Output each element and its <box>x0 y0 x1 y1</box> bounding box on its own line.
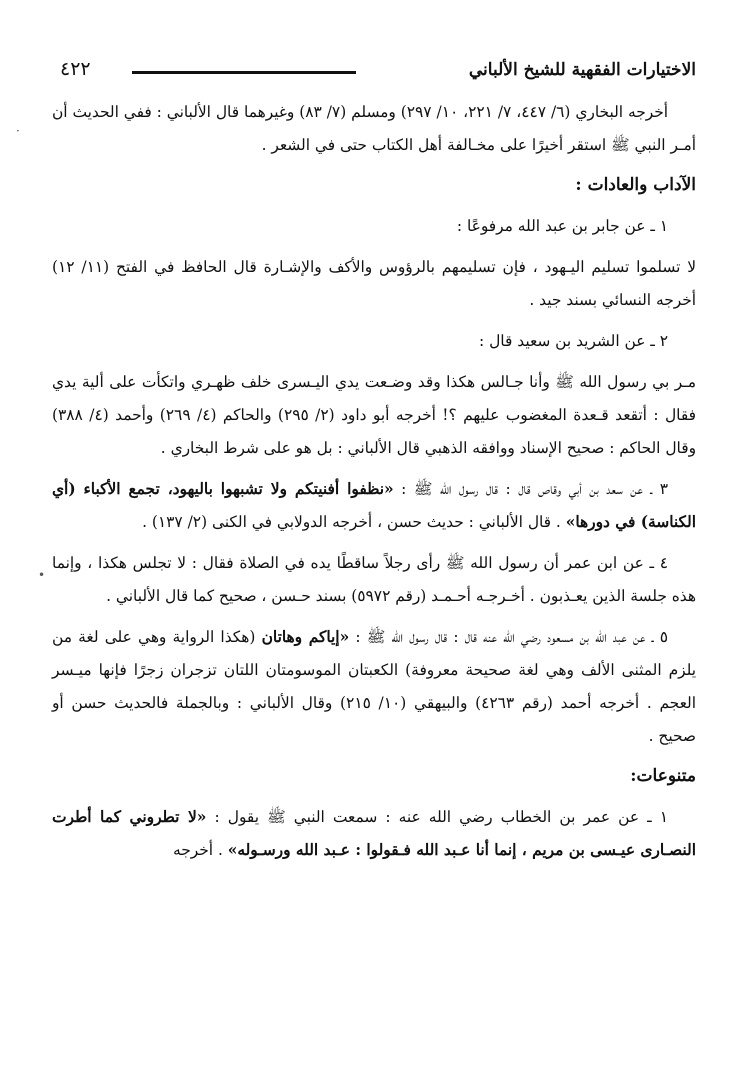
page-number: ٤٢٢ <box>60 58 91 80</box>
misc-item-1-hadith: «لا تطروني كما أطرت النصـارى عيـسى بن مريم ، إنما أنا عـبد الله فـقولوا : عـبد الله ورسـوله» <box>52 808 696 859</box>
misc-item-1 <box>52 801 696 867</box>
section-heading-adab: الآداب والعادات : <box>575 175 696 195</box>
misc-item-1-tail: . أخرجه <box>173 841 228 859</box>
intro-paragraph: أخرجه البخاري (٦/ ٤٤٧، ٧/ ٢٢١، ١٠/ ٢٩٧) ومسلم (٧/ ٨٣) وغيرهما قال الألباني : ففي الحديث أن أمـر النبي ﷺ استقر أخيرًا على مخـالفة أهل الكتاب حتى في الشعر . <box>52 103 696 154</box>
scan-speck: • <box>38 568 46 582</box>
section-heading-misc: متنوعات: <box>630 766 696 786</box>
adab-item-2-body: مـر بي رسول الله ﷺ وأنا جـالس هكذا وقد وضـعت يدي اليـسرى خلف ظهـري واتكأت على ألية يدي فقال : أتقعد قـعدة المغضوب عليهم ؟! أخرجه أبو داود (٢/ ٢٩٥) والحاكم (٤/ ٢٦٩) وأحمد (٤/ ٣٨٨) وقال الحاكم : صحيح الإسناد ووافقه الذهبي قال الألباني : بل هو على شرط البخاري . <box>52 373 697 457</box>
adab-item-3-lead: ٣ ـ عن سعد بن أبي وقاص قال : قال رسول الله ﷺ : <box>393 480 668 498</box>
misc-item-1-lead: ١ ـ عن عمر بن الخطاب رضي الله عنه : سمعت النبي ﷺ يقول : <box>206 808 668 826</box>
running-title: الاختيارات الفقهية للشيخ الألباني <box>468 60 696 80</box>
adab-item-2-intro: ٢ ـ عن الشريد بن سعيد قال : <box>479 332 668 350</box>
adab-item-4: ٤ ـ عن ابن عمر أن رسول الله ﷺ رأى رجلاً ساقطًا يده في الصلاة فقال : لا تجلس هكذا ، وإنما هذه جلسة الذين يعـذبون . أخـرجـه أحـمـد (رقم ٥٩٧٢) بسند حـسن ، صحيح كما قال الألباني . <box>52 554 696 605</box>
adab-item-5 <box>52 621 696 753</box>
scan-speck: · <box>16 124 20 138</box>
adab-item-3 <box>52 473 696 539</box>
adab-item-5-lead: ٥ ـ عن عبد الله بن مسعود رضي الله عنه قال : قال رسول الله ﷺ : <box>349 628 668 646</box>
adab-item-1-body: لا تسلموا تسليم اليـهود ، فإن تسليمهم بالرؤوس والأكف والإشـارة قال الحافظ في الفتح (١١/ ١٢) أخرجه النسائي بسند جيد . <box>52 258 696 309</box>
adab-item-5-tail: (هكذا الرواية وهي على لغة من يلزم المثنى الألف وهي لغة صحيحة معروفة) الكعبتان الموسومتان اللتان تزجران زجرًا فإنها ميـسر العجم . أخرجه أحمد (رقم ٤٢٦٣) والبيهقي (١٠/ ٢١٥) وقال الألباني : وبالجملة فالحديث حسن أو صحيح . <box>52 628 697 745</box>
page-header <box>60 58 696 88</box>
adab-item-3-hadith: «نظفوا أفنيتكم ولا تشبهوا باليهود، تجمع الأكباء (أي الكناسة) في دورها» <box>52 480 696 531</box>
adab-item-1-intro: ١ ـ عن جابر بن عبد الله مرفوعًا : <box>456 217 668 235</box>
adab-item-3-tail: . قال الألباني : حديث حسن ، أخرجه الدولابي في الكنى (٢/ ١٣٧) . <box>142 513 566 531</box>
header-rule <box>132 71 356 74</box>
adab-item-5-hadith: «إياكم وهاتان <box>261 628 350 646</box>
page-body <box>52 96 696 875</box>
